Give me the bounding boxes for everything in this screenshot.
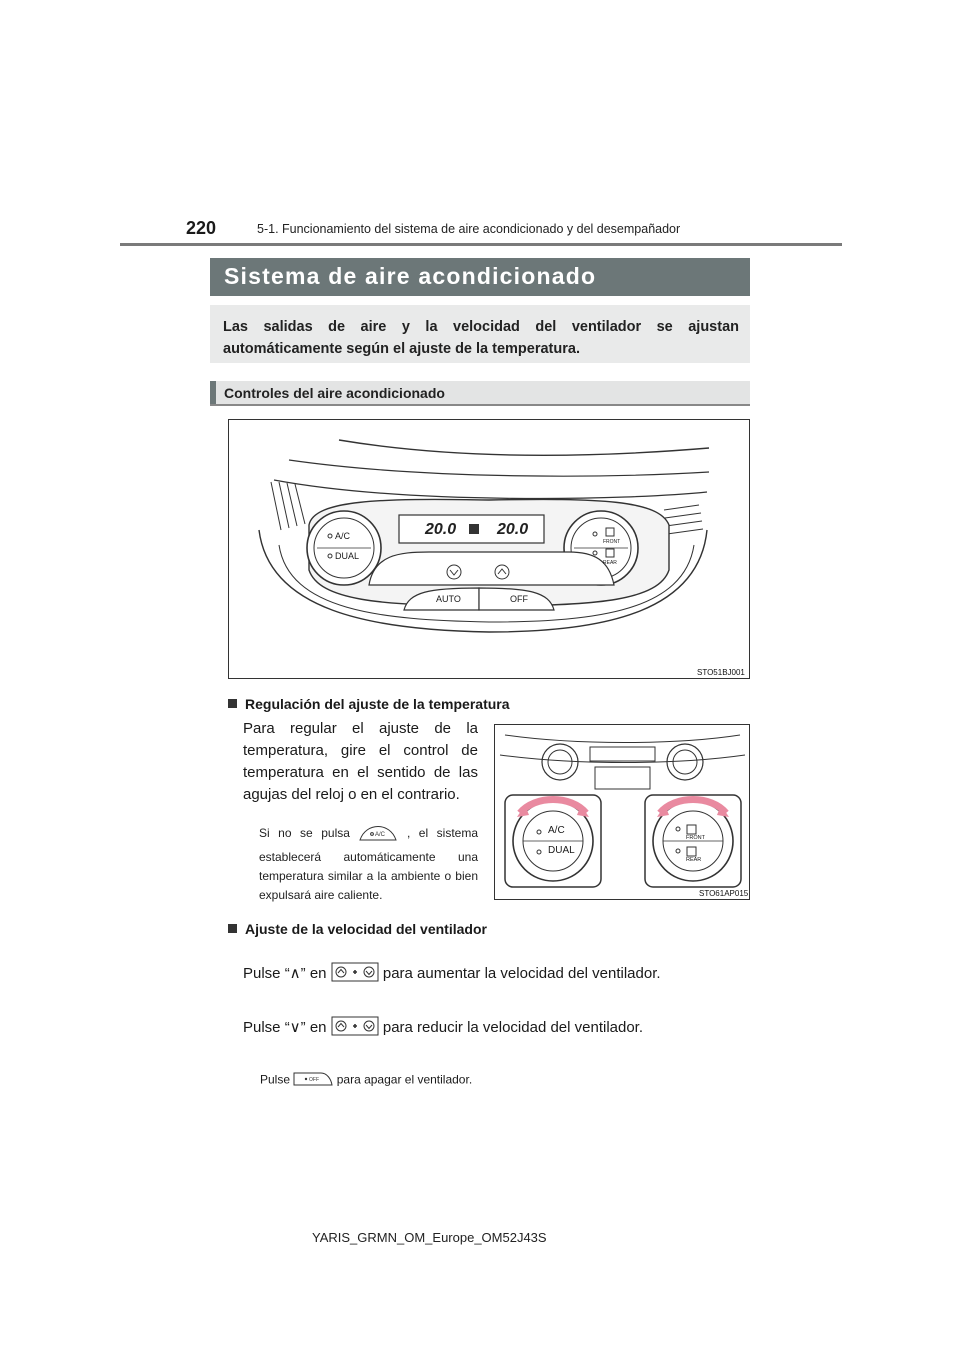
page-title: Sistema de aire acondicionado — [224, 263, 597, 289]
intro-text: Las salidas de aire y la velocidad del ventilador se ajustan automáticamente según el ajuste de la temperatura. — [223, 319, 739, 357]
bullet-square-icon — [228, 924, 237, 933]
fan-speed-button-icon — [331, 1016, 379, 1040]
fan-off-line — [260, 1071, 472, 1090]
fan-heading-text: Ajuste de la velocidad del ventilador — [245, 921, 487, 937]
climate-panel-figure — [228, 419, 750, 679]
subheading-text: Controles del aire acondicionado — [224, 385, 445, 401]
off-button-label: OFF — [510, 594, 528, 604]
fan-increase-after: para aumentar la velocidad del ventilador. — [382, 964, 661, 982]
display-temp-left: 20.0 — [425, 521, 457, 538]
page-number: 220 — [186, 218, 217, 238]
fan-decrease-before: Pulse “∨” en — [243, 1018, 327, 1036]
knobs-drawing — [495, 725, 749, 899]
climate-panel-drawing — [229, 420, 749, 678]
document-footer: YARIS_GRMN_OM_Europe_OM52J43S — [312, 1230, 547, 1245]
subheading-bar — [210, 381, 750, 406]
off-inline-button-icon — [293, 1071, 333, 1090]
fan-decrease-line — [243, 1016, 643, 1040]
ac-inline-label: A/C — [375, 832, 386, 838]
fan-decrease-after: para reducir la velocidad del ventilador. — [382, 1018, 644, 1036]
section-title: 5-1. Funcionamiento del sistema de aire acondicionado y del desempañador — [257, 222, 681, 236]
fig2-ac-label: A/C — [548, 825, 565, 836]
fig2-rear-label: REAR — [686, 857, 702, 863]
display-temp-right: 20.0 — [497, 521, 529, 538]
fan-heading — [228, 921, 487, 937]
auto-button-label: AUTO — [436, 594, 461, 604]
fig2-front-label: FRONT — [686, 835, 705, 841]
dual-button-label: DUAL — [335, 551, 360, 561]
knobs-figure — [494, 724, 750, 900]
fan-increase-before: Pulse “∧” en — [243, 964, 327, 982]
ac-button-label: A/C — [335, 531, 351, 541]
figure1-code: STO51BJ001 — [697, 668, 745, 677]
fan-off-after: para apagar el ventilador. — [336, 1072, 473, 1087]
ac-inline-button-icon — [358, 820, 398, 848]
temperature-heading — [228, 696, 510, 712]
figure2-code: STO61AP015 — [699, 889, 749, 898]
temperature-note — [259, 820, 478, 905]
fig2-dual-label: DUAL — [548, 845, 575, 856]
fan-increase-line — [243, 962, 661, 986]
temperature-heading-text: Regulación del ajuste de la temperatura — [245, 696, 510, 712]
intro-box — [210, 305, 750, 363]
note-text-before: Si no se pulsa — [259, 826, 350, 841]
front-defrost-label: FRONT — [603, 539, 621, 545]
off-inline-label: OFF — [309, 1077, 320, 1083]
header-rule — [120, 243, 842, 246]
fan-off-before: Pulse — [260, 1072, 291, 1087]
rear-defrost-label: REAR — [603, 560, 617, 566]
note-text-after: , el sistema establecerá automáticamente una temperatura similar a la ambiente o bien expulsará aire caliente. — [259, 826, 478, 902]
bullet-square-icon — [228, 699, 237, 708]
temperature-paragraph: Para regular el ajuste de la temperatura, gire el control de temperatura en el sentido de las agujas del reloj o en el contrario. — [243, 720, 478, 803]
fan-speed-button-icon — [331, 962, 379, 986]
title-bar — [210, 258, 750, 296]
